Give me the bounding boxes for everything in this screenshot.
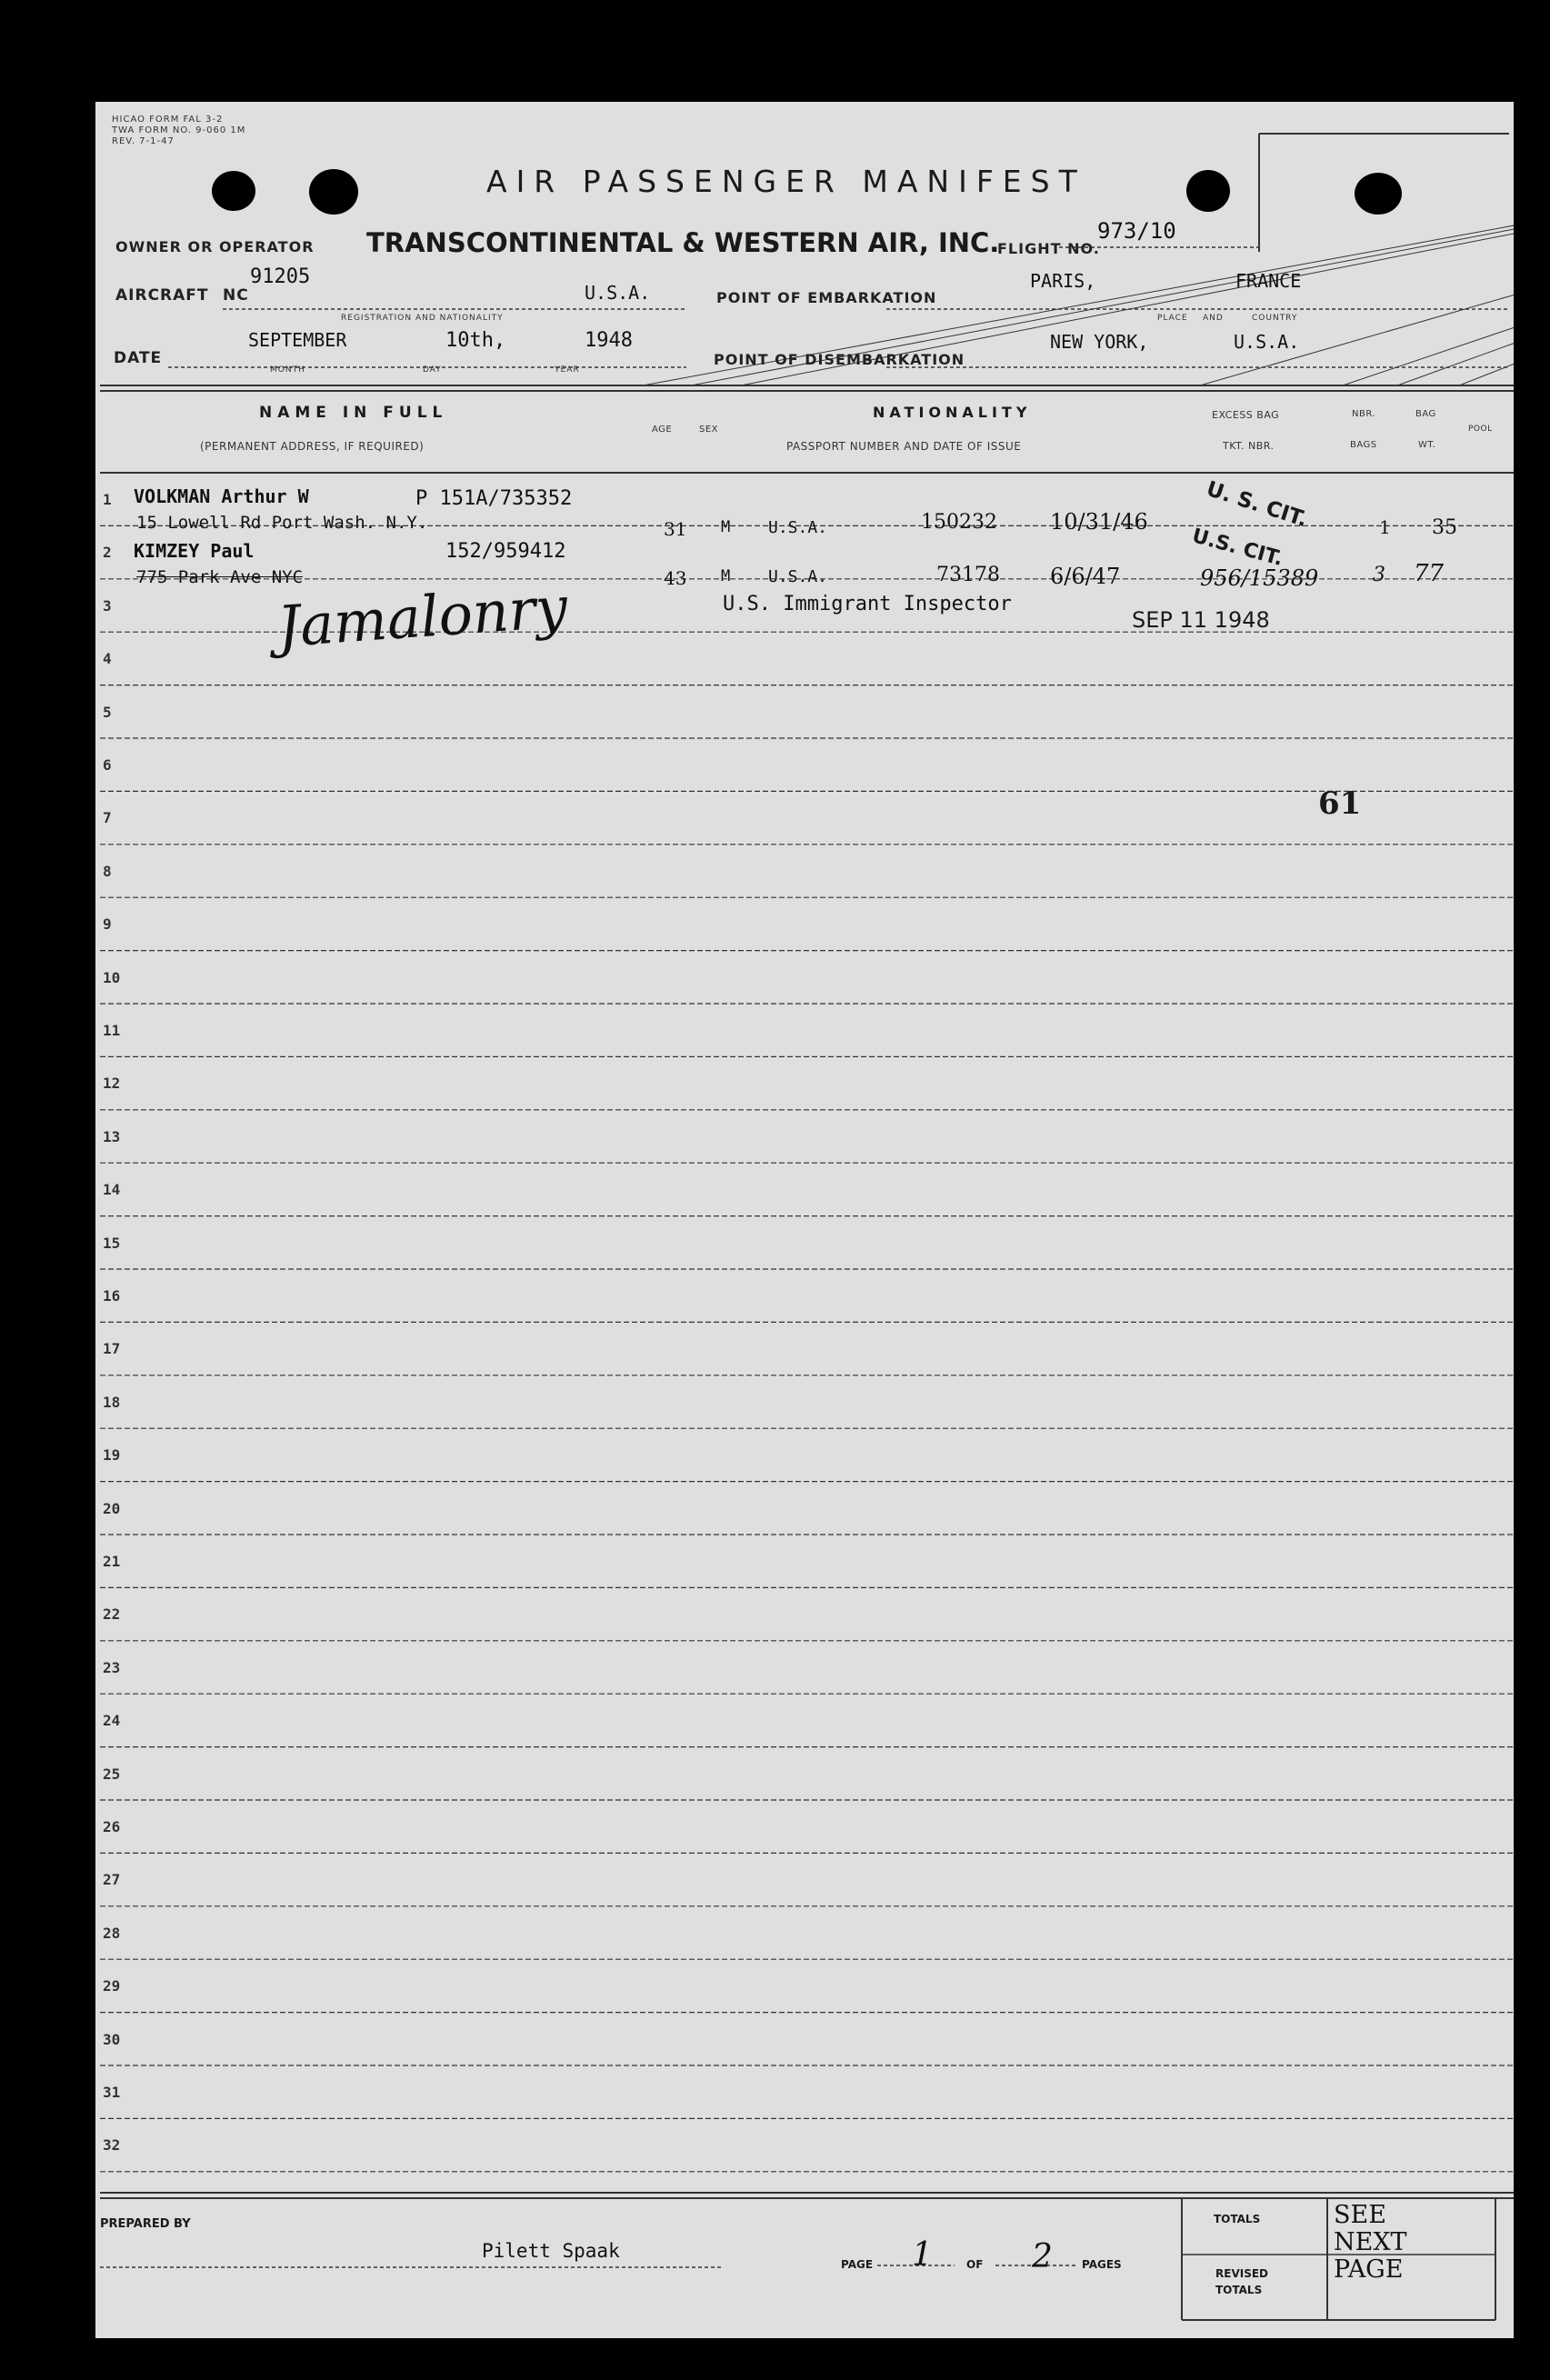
column-header-excess-sub: TKT. NBR. — [1223, 440, 1275, 452]
column-header-nationality-sub: PASSPORT NUMBER AND DATE OF ISSUE — [786, 440, 1022, 453]
passenger-issue-date: 6/6/47 — [1050, 564, 1121, 589]
row-number: 12 — [103, 1075, 121, 1093]
embarkation-country: FRANCE — [1235, 270, 1302, 292]
flight-value: 973/10 — [1097, 218, 1176, 244]
rule-line — [1397, 104, 1514, 386]
passenger-ref: 152/959412 — [445, 540, 566, 563]
ink-blot — [1355, 173, 1402, 215]
revised-totals-label: TOTALS — [1215, 2284, 1263, 2296]
inspector-stamp-date: SEP 11 1948 — [1132, 607, 1270, 633]
passenger-ref: P 151A/735352 — [415, 487, 573, 510]
row-number: 32 — [103, 2136, 121, 2155]
row-number: 29 — [103, 1977, 121, 1995]
manifest-grid — [95, 102, 1514, 2338]
row-number: 11 — [103, 1022, 121, 1039]
date-label: DATE — [114, 349, 163, 367]
row-number: 31 — [103, 2084, 121, 2101]
country-caption: COUNTRY — [1252, 314, 1298, 323]
column-header-age: AGE — [652, 425, 673, 435]
aircraft-value: 91205 — [250, 265, 311, 288]
revised-label: REVISED — [1215, 2267, 1268, 2280]
citizen-stamp: U. S. CIT. — [1203, 476, 1311, 533]
page-label: PAGE — [841, 2258, 874, 2271]
passenger-passport: 150232 — [921, 511, 997, 534]
row-number: 15 — [103, 1234, 121, 1252]
row-number: 19 — [103, 1446, 121, 1465]
and-caption: AND — [1203, 314, 1224, 323]
row-number: 10 — [103, 968, 121, 986]
passenger-bag-weight: 35 — [1432, 516, 1457, 539]
owner-value: TRANSCONTINENTAL & WESTERN AIR, INC. — [366, 227, 1000, 258]
row-number: 1 — [103, 491, 112, 508]
row-number: 8 — [103, 862, 112, 880]
column-header-name: NAME IN FULL — [259, 404, 448, 422]
row-number: 30 — [103, 2030, 121, 2048]
row-number: 20 — [103, 1499, 121, 1517]
column-header-nbr: NBR. — [1352, 409, 1376, 419]
disembarkation-country: U.S.A. — [1234, 331, 1300, 353]
disembarkation-label: POINT OF DISEMBARKATION — [714, 351, 965, 368]
date-month: SEPTEMBER — [248, 329, 347, 351]
column-header-nbr-sub: BAGS — [1350, 440, 1377, 450]
column-header-pool: POOL — [1468, 425, 1493, 434]
passenger-passport: 73178 — [936, 564, 1000, 586]
row-number: 21 — [103, 1553, 121, 1570]
passenger-nationality: U.S.A. — [768, 518, 828, 537]
passenger-nationality: U.S.A. — [768, 567, 828, 586]
row-number: 3 — [103, 596, 112, 615]
passenger-bags: 1 — [1379, 516, 1391, 538]
passenger-sex: M — [721, 518, 731, 536]
row-number: 24 — [103, 1712, 121, 1730]
ink-blot — [309, 169, 358, 215]
row-number: 16 — [103, 1287, 121, 1305]
passenger-address: 775 Park Ave NYC — [136, 567, 304, 587]
column-header-sex: SEX — [699, 425, 719, 435]
prepared-label: PREPARED BY — [100, 2217, 191, 2231]
month-caption: MONTH — [270, 365, 305, 375]
citizen-stamp: U.S. CIT. — [1189, 525, 1285, 571]
day-caption: DAY — [423, 365, 442, 375]
totals-label: TOTALS — [1214, 2213, 1261, 2225]
row-number: 28 — [103, 1924, 121, 1942]
row-number: 17 — [103, 1340, 121, 1358]
margin-number: 61 — [1318, 785, 1362, 822]
column-header-excess: EXCESS BAG — [1212, 409, 1280, 421]
column-header-name-sub: (PERMANENT ADDRESS, IF REQUIRED) — [200, 440, 425, 453]
twa-form-number: TWA FORM NO. 9-060 1M — [112, 125, 246, 135]
embarkation-label: POINT OF EMBARKATION — [716, 289, 937, 306]
column-header-bag-sub: WT. — [1418, 440, 1436, 450]
row-number: 26 — [103, 1818, 121, 1835]
row-number: 7 — [103, 809, 112, 827]
aircraft-label: AIRCRAFT — [115, 286, 209, 305]
prepared-value: Pilett Spaak — [482, 2240, 620, 2262]
form-number: HICAO FORM FAL 3-2 — [112, 115, 224, 125]
passenger-bags: 3 — [1373, 564, 1385, 586]
disembarkation-place: NEW YORK, — [1050, 331, 1149, 353]
row-number: 5 — [103, 703, 112, 721]
row-number: 23 — [103, 1658, 121, 1676]
row-number: 22 — [103, 1605, 121, 1624]
ink-blot — [1186, 170, 1230, 212]
of-label: OF — [966, 2258, 984, 2271]
row-number: 9 — [103, 915, 112, 934]
excess-ticket-number: 956/15389 — [1200, 565, 1319, 591]
passenger-name: KIMZEY Paul — [134, 540, 255, 562]
form-revision: REV. 7-1-47 — [112, 136, 175, 146]
rule-line — [1343, 104, 1514, 386]
date-day: 10th, — [445, 329, 506, 352]
date-year: 1948 — [585, 329, 633, 352]
row-number: 6 — [103, 756, 112, 774]
passenger-age: 31 — [664, 518, 687, 540]
passenger-name: VOLKMAN Arthur W — [134, 485, 309, 507]
row-number: 2 — [103, 544, 112, 562]
year-caption: YEAR — [555, 365, 580, 375]
embarkation-place: PARIS, — [1030, 270, 1096, 292]
passenger-address: 15 Lowell Rd Port Wash. N.Y. — [136, 513, 428, 533]
registration-caption: REGISTRATION AND NATIONALITY — [341, 314, 504, 323]
inspector-signature: Jamalonry — [275, 573, 570, 661]
row-number: 18 — [103, 1393, 121, 1411]
pages-label: PAGES — [1082, 2258, 1122, 2271]
column-header-nationality: NATIONALITY — [873, 404, 1032, 421]
manifest-sheet — [95, 102, 1514, 2338]
page-value: 1 — [912, 2236, 933, 2274]
aircraft-country: U.S.A. — [585, 282, 651, 304]
inspector-stamp: U.S. Immigrant Inspector — [723, 593, 1012, 615]
row-number: 14 — [103, 1181, 121, 1199]
owner-label: OWNER OR OPERATOR — [115, 238, 315, 255]
row-number: 25 — [103, 1765, 121, 1783]
aircraft-no: NC — [223, 286, 249, 305]
passenger-sex: M — [721, 567, 731, 585]
row-number: 27 — [103, 1871, 121, 1889]
see-next-page-note: SEE NEXT PAGE — [1334, 2201, 1407, 2284]
row-number: 13 — [103, 1127, 121, 1145]
page-title: AIR PASSENGER MANIFEST — [486, 164, 1086, 199]
passenger-age: 43 — [664, 567, 687, 589]
column-header-bag: BAG — [1415, 409, 1436, 419]
place-caption: PLACE — [1157, 314, 1188, 323]
flight-label: FLIGHT NO. — [997, 240, 1100, 257]
ink-blot — [212, 171, 255, 211]
of-value: 2 — [1032, 2238, 1053, 2275]
passenger-bag-weight: 77 — [1414, 560, 1445, 587]
passenger-issue-date: 10/31/46 — [1050, 509, 1148, 535]
row-number: 4 — [103, 650, 112, 668]
